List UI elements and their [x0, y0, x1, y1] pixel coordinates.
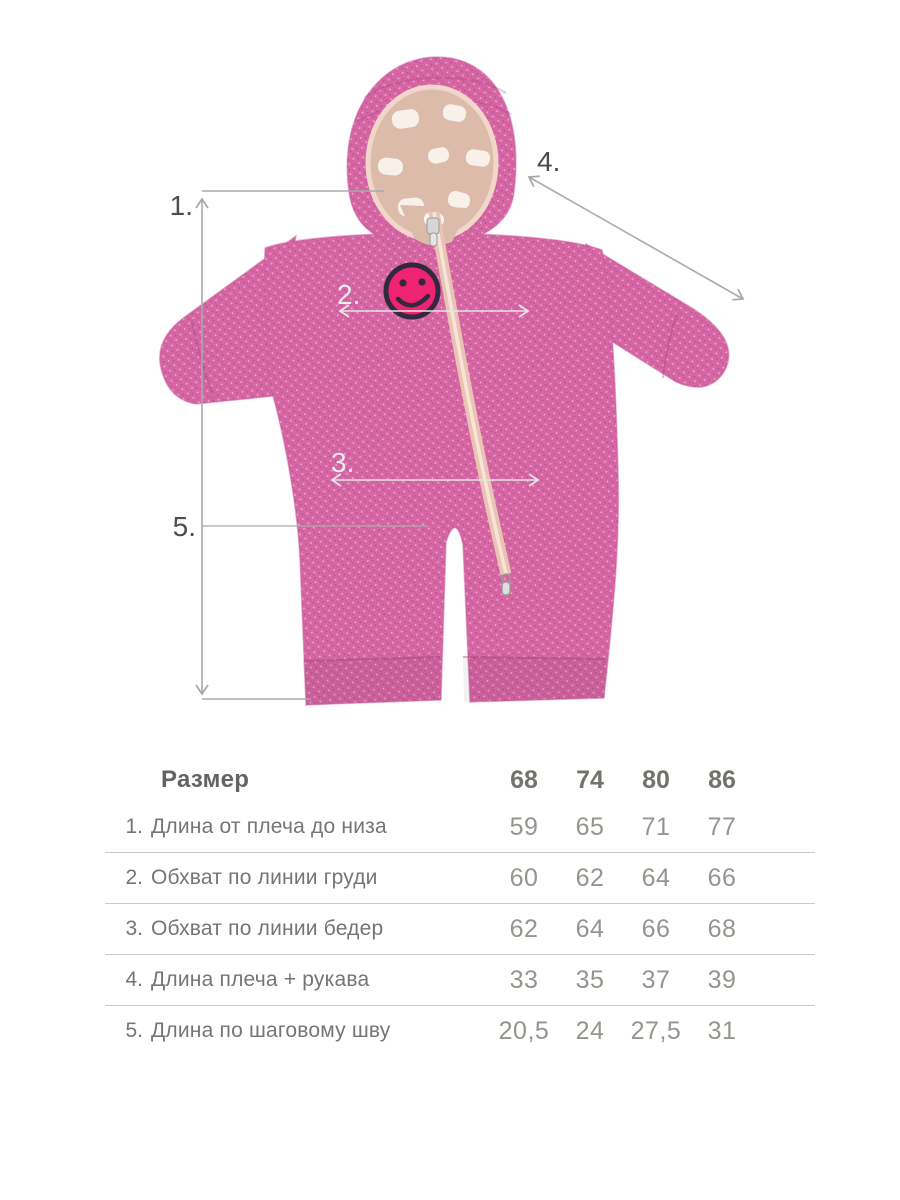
- measure-label-3: 3.: [331, 447, 355, 478]
- row-value: 64: [641, 863, 671, 892]
- measure-label-1: 1.: [169, 190, 193, 221]
- row-label: Длина от плеча до низа: [151, 815, 387, 838]
- row-number: 1.: [125, 815, 143, 838]
- row-value: 39: [707, 965, 737, 994]
- table-row: [105, 802, 815, 853]
- row-value: 68: [707, 914, 737, 943]
- romper-garment: [160, 57, 729, 705]
- row-value: 66: [641, 914, 671, 943]
- size-col-80: 80: [642, 765, 670, 794]
- row-label: Длина плеча + рукава: [151, 968, 370, 991]
- row-label: Длина по шаговому шву: [151, 1019, 391, 1042]
- row-value: 65: [575, 812, 605, 841]
- row-value: 59: [509, 812, 539, 841]
- cuff-band-right-leg: [463, 656, 606, 702]
- row-value: 24: [575, 1016, 605, 1045]
- smiley-patch: [386, 265, 438, 317]
- row-value: 20,5: [498, 1016, 550, 1045]
- row-value: 33: [509, 965, 539, 994]
- row-value: 31: [707, 1016, 737, 1045]
- table-row: [105, 1006, 815, 1056]
- measure-label-4: 4.: [537, 146, 561, 177]
- row-value: 27,5: [630, 1016, 682, 1045]
- measure-label-5: 5.: [172, 511, 196, 542]
- size-col-74: 74: [576, 765, 604, 794]
- table-row: [105, 904, 815, 955]
- row-value: 64: [575, 914, 605, 943]
- row-label: Обхват по линии бедер: [151, 917, 384, 940]
- size-table-title: Размер: [161, 766, 250, 793]
- table-row: [105, 853, 815, 904]
- row-value: 62: [509, 914, 539, 943]
- size-table: [105, 758, 815, 1056]
- row-value: 71: [641, 812, 671, 841]
- cuff-band-left-leg: [303, 656, 441, 705]
- row-number: 5.: [125, 1019, 143, 1042]
- size-col-86: 86: [708, 765, 736, 794]
- table-row: [105, 955, 815, 1006]
- row-number: 2.: [125, 866, 143, 889]
- row-value: 62: [575, 863, 605, 892]
- row-number: 4.: [125, 968, 143, 991]
- row-number: 3.: [125, 917, 143, 940]
- row-label: Обхват по линии груди: [151, 866, 378, 889]
- row-value: 77: [707, 812, 737, 841]
- row-value: 35: [575, 965, 605, 994]
- size-col-68: 68: [510, 765, 538, 794]
- row-value: 60: [509, 863, 539, 892]
- size-table-header: [105, 758, 815, 802]
- measure-label-2: 2.: [337, 279, 361, 310]
- row-value: 66: [707, 863, 737, 892]
- body-and-legs: [265, 233, 619, 705]
- row-value: 37: [641, 965, 671, 994]
